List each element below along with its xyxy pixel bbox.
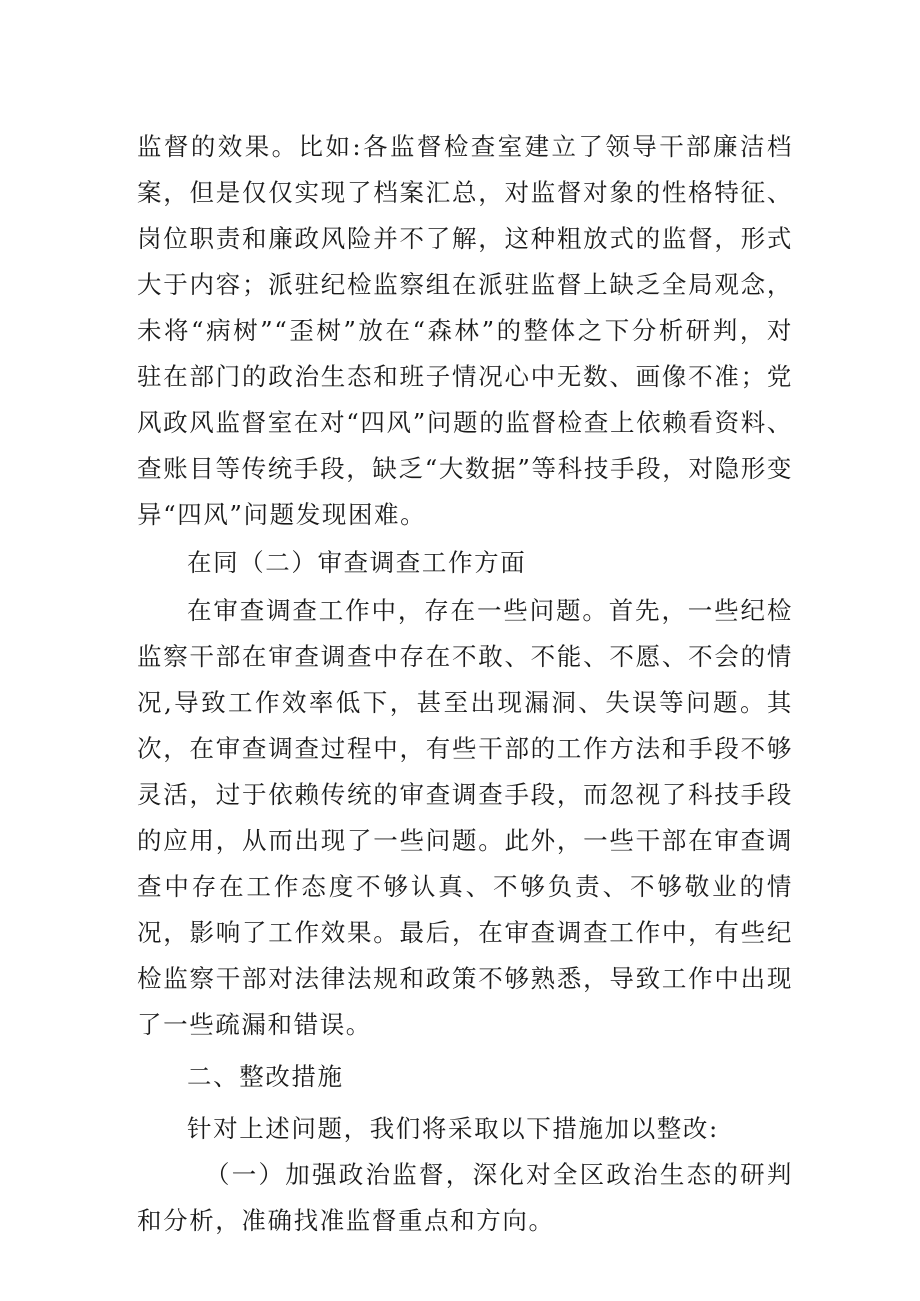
paragraph-review-investigation-problems: 在审查调查工作中，存在一些问题。首先，一些纪检监察干部在审查调查中存在不敢、不能、不愿、不会的情况,导致工作效率低下，甚至出现漏洞、失误等问题。其次，在审查调查过程中，有些干部的工作方法和手段不够灵活，过于依赖传统的审查调查手段，而忽视了科技手段的应用，从而出现了一些问题。此外，一些干部在审查调查中存在工作态度不够认真、不够负责、不够敬业的情况，影响了工作效果。最后，在审查调查工作中，有些纪检监察干部对法律法规和政策不够熟悉，导致工作中出现了一些疏漏和错误。 — [137, 596, 793, 1039]
section-heading-review-investigation: 在同（二）审查调查工作方面 — [187, 548, 527, 577]
document-body — [137, 124, 793, 1244]
paragraph-measures-intro: 针对上述问题，我们将采取以下措施加以整改: — [187, 1114, 719, 1143]
paragraph-supervision-effect: 监督的效果。比如:各监督检查室建立了领导干部廉洁档案，但是仅仅实现了档案汇总，对监督对象的性格特征、岗位职责和廉政风险并不了解，这种粗放式的监督，形式大于内容；派驻纪检监察组在派驻监督上缺乏全局观念，未将“病树”“歪树”放在“森林”的整体之下分析研判，对驻在部门的政治生态和班子情况心中无数、画像不准；党风政风监督室在对“四风”问题的监督检查上依赖看资料、查账目等传统手段，缺乏“大数据”等科技手段，对隐形变异“四风”问题发现困难。 — [137, 132, 793, 529]
section-heading-rectification-measures: 二、整改措施 — [187, 1062, 344, 1091]
paragraph-measure-one: （一）加强政治监督，深化对全区政治生态的研判和分析，准确找准监督重点和方向。 — [137, 1160, 793, 1235]
